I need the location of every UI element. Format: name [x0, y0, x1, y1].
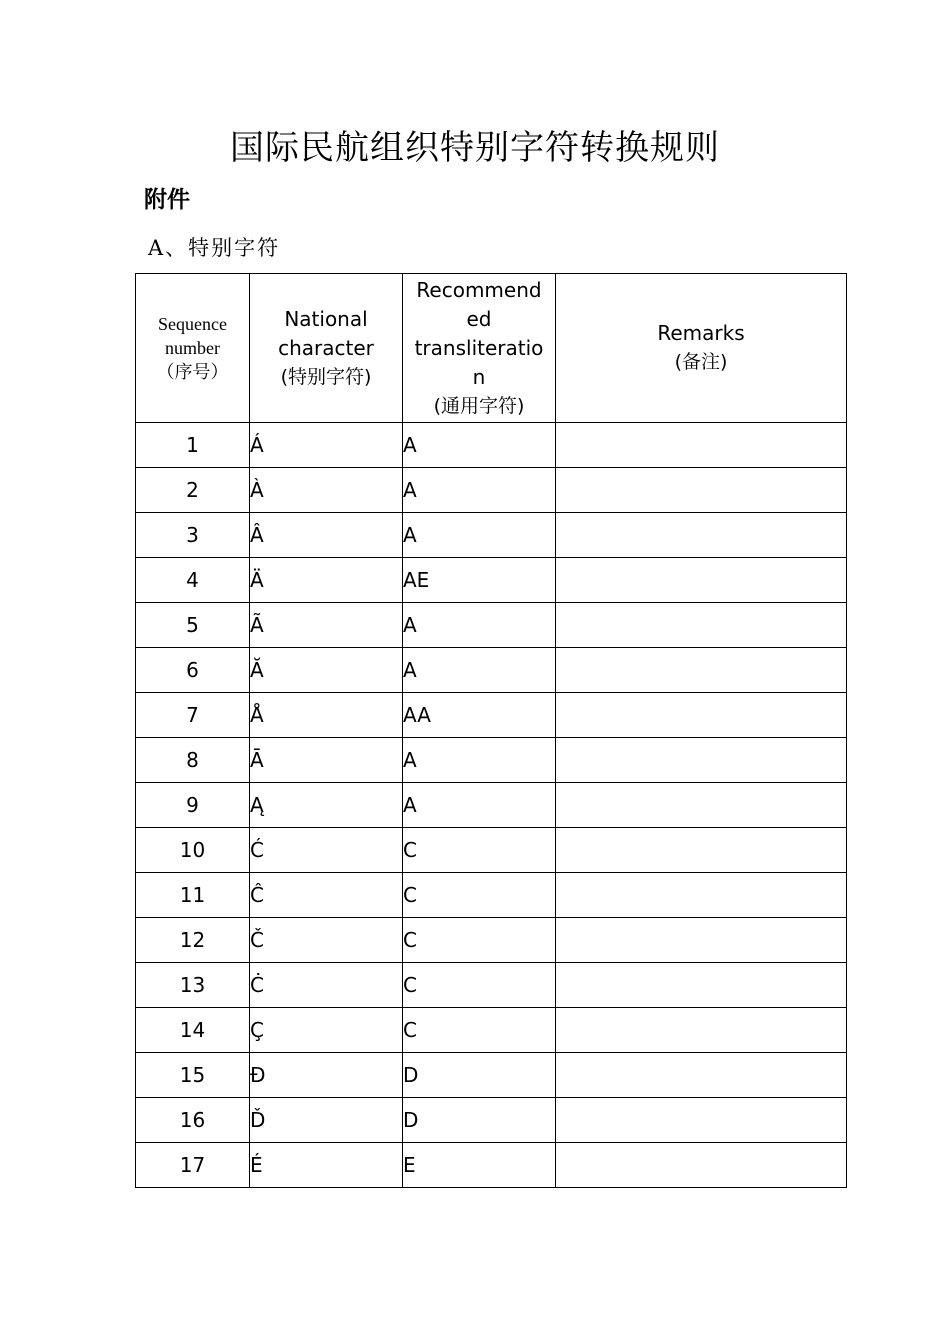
national-character-cell: Á: [250, 423, 403, 468]
recommended-transliteration-cell: D: [403, 1053, 556, 1098]
header-sequence-line: （序号）: [156, 362, 229, 382]
character-table: [135, 273, 847, 1188]
table-row: [136, 1053, 847, 1098]
remarks-cell: [556, 693, 847, 738]
header-recommended-transliteration: [403, 274, 556, 423]
sequence-number-cell: 16: [136, 1098, 250, 1143]
header-sequence-number: [136, 274, 250, 423]
sequence-number-cell: 9: [136, 783, 250, 828]
table-row: [136, 963, 847, 1008]
national-character-cell: Ä: [250, 558, 403, 603]
table-row: [136, 423, 847, 468]
recommended-transliteration-cell: A: [403, 783, 556, 828]
recommended-transliteration-cell: C: [403, 828, 556, 873]
remarks-cell: [556, 738, 847, 783]
table-row: [136, 513, 847, 558]
sequence-number-cell: 5: [136, 603, 250, 648]
table-row: [136, 1008, 847, 1053]
recommended-transliteration-cell: AE: [403, 558, 556, 603]
national-character-cell: É: [250, 1143, 403, 1188]
remarks-cell: [556, 1008, 847, 1053]
remarks-cell: [556, 873, 847, 918]
national-character-cell: À: [250, 468, 403, 513]
national-character-cell: Đ: [250, 1053, 403, 1098]
document-title: 国际民航组织特别字符转换规则: [230, 128, 720, 168]
national-character-cell: Ć: [250, 828, 403, 873]
national-character-cell: Â: [250, 513, 403, 558]
table-row: [136, 783, 847, 828]
remarks-cell: [556, 603, 847, 648]
header-recommended-line: transliteratio: [414, 335, 544, 360]
sequence-number-cell: 1: [136, 423, 250, 468]
national-character-cell: Ċ: [250, 963, 403, 1008]
sequence-number-cell: 17: [136, 1143, 250, 1188]
recommended-transliteration-cell: C: [403, 873, 556, 918]
remarks-cell: [556, 918, 847, 963]
sequence-number-cell: 15: [136, 1053, 250, 1098]
table-row: [136, 693, 847, 738]
national-character-cell: Ą: [250, 783, 403, 828]
sequence-number-cell: 7: [136, 693, 250, 738]
sequence-number-cell: 2: [136, 468, 250, 513]
recommended-transliteration-cell: A: [403, 648, 556, 693]
recommended-transliteration-cell: E: [403, 1143, 556, 1188]
table-header-row: [136, 274, 847, 423]
sequence-number-cell: 6: [136, 648, 250, 693]
recommended-transliteration-cell: D: [403, 1098, 556, 1143]
sequence-number-cell: 14: [136, 1008, 250, 1053]
recommended-transliteration-cell: A: [403, 738, 556, 783]
table-row: [136, 558, 847, 603]
remarks-cell: [556, 963, 847, 1008]
header-national-line: (特别字符): [280, 365, 372, 388]
remarks-cell: [556, 1098, 847, 1143]
section-heading: A、特别字符: [148, 236, 281, 260]
national-character-cell: Ā: [250, 738, 403, 783]
remarks-cell: [556, 828, 847, 873]
sequence-number-cell: 12: [136, 918, 250, 963]
table-row: [136, 738, 847, 783]
header-recommended-line: n: [472, 364, 486, 389]
table-row: [136, 468, 847, 513]
header-recommended-line: ed: [466, 306, 492, 331]
header-national-line: National: [284, 306, 368, 331]
sequence-number-cell: 11: [136, 873, 250, 918]
national-character-cell: Ç: [250, 1008, 403, 1053]
national-character-cell: Ã: [250, 603, 403, 648]
annex-heading: 附件: [144, 187, 190, 213]
table-row: [136, 918, 847, 963]
recommended-transliteration-cell: A: [403, 513, 556, 558]
header-sequence-line: Sequence: [158, 314, 227, 334]
table-row: [136, 1143, 847, 1188]
recommended-transliteration-cell: C: [403, 1008, 556, 1053]
national-character-cell: Č: [250, 918, 403, 963]
remarks-cell: [556, 468, 847, 513]
national-character-cell: Ď: [250, 1098, 403, 1143]
remarks-cell: [556, 783, 847, 828]
remarks-cell: [556, 558, 847, 603]
recommended-transliteration-cell: C: [403, 918, 556, 963]
sequence-number-cell: 8: [136, 738, 250, 783]
header-national-line: character: [278, 335, 374, 360]
sequence-number-cell: 4: [136, 558, 250, 603]
header-national-character: [250, 274, 403, 423]
national-character-cell: Ă: [250, 648, 403, 693]
header-sequence-line: number: [165, 338, 220, 358]
remarks-cell: [556, 648, 847, 693]
header-recommended-line: (通用字符): [433, 394, 525, 417]
remarks-cell: [556, 513, 847, 558]
sequence-number-cell: 13: [136, 963, 250, 1008]
table-row: [136, 873, 847, 918]
recommended-transliteration-cell: A: [403, 423, 556, 468]
header-remarks-line: (备注): [674, 351, 728, 373]
recommended-transliteration-cell: A: [403, 603, 556, 648]
recommended-transliteration-cell: A: [403, 468, 556, 513]
sequence-number-cell: 10: [136, 828, 250, 873]
remarks-cell: [556, 1053, 847, 1098]
recommended-transliteration-cell: AA: [403, 693, 556, 738]
national-character-cell: Å: [250, 693, 403, 738]
remarks-cell: [556, 423, 847, 468]
national-character-cell: Ĉ: [250, 873, 403, 918]
table-row: [136, 1098, 847, 1143]
recommended-transliteration-cell: C: [403, 963, 556, 1008]
header-recommended-line: Recommend: [416, 277, 542, 302]
table-row: [136, 828, 847, 873]
sequence-number-cell: 3: [136, 513, 250, 558]
table-row: [136, 603, 847, 648]
header-remarks: [556, 274, 847, 423]
remarks-cell: [556, 1143, 847, 1188]
header-remarks-line: Remarks: [657, 321, 745, 345]
table-row: [136, 648, 847, 693]
